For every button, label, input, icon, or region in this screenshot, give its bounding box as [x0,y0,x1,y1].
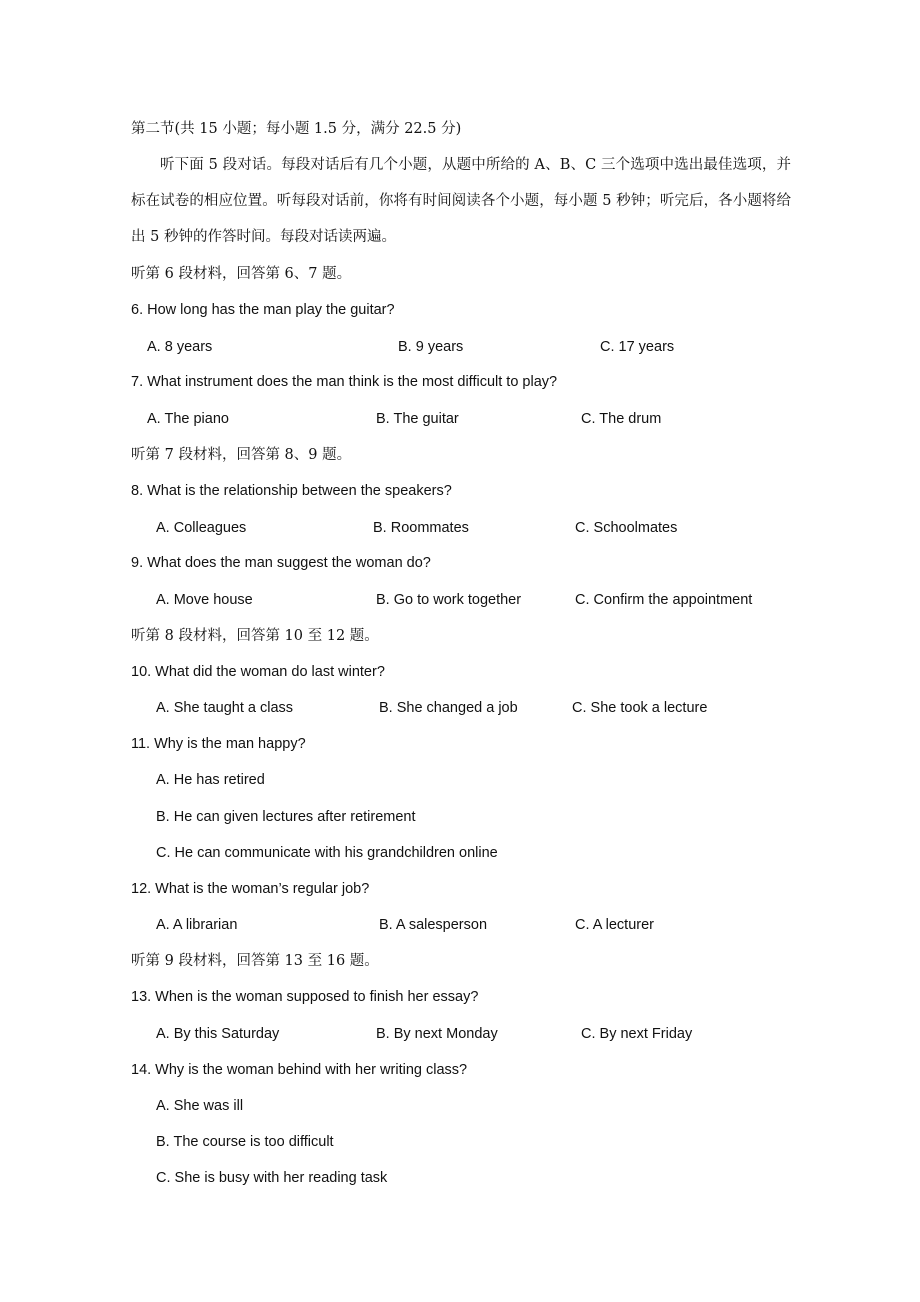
question-13-option-c: C. By next Friday [581,1026,693,1042]
question-14-stem: 14. Why is the woman behind with her writing class? [131,1062,468,1078]
question-6-option-b: B. 9 years [398,339,464,355]
question-9-option-c: C. Confirm the appointment [575,592,753,608]
question-11-option-c: C. He can communicate with his grandchildren online [156,845,498,861]
question-8-option-a: A. Colleagues [156,520,247,536]
question-8-option-b: B. Roommates [373,520,469,536]
question-7-option-b: B. The guitar [376,411,459,427]
question-11-option-a: A. He has retired [156,772,265,788]
question-9-option-b: B. Go to work together [376,592,522,608]
question-14-option-a: A. She was ill [156,1098,244,1114]
group-heading-6: 听第 6 段材料，回答第 6、7 题。 [131,266,352,282]
group-heading-9: 听第 9 段材料，回答第 13 至 16 题。 [131,953,379,969]
question-13-option-b: B. By next Monday [376,1026,498,1042]
group-heading-8: 听第 8 段材料，回答第 10 至 12 题。 [131,628,379,644]
question-9-stem: 9. What does the man suggest the woman do? [131,555,431,571]
question-12-option-a: A. A librarian [156,917,238,933]
question-8-option-c: C. Schoolmates [575,520,678,536]
question-6-option-a: A. 8 years [147,339,213,355]
section-instructions: 听下面 5 段对话。每段对话后有几个小题，从题中所给的 A、B、C 三个选项中选出最佳选项，并标在试卷的相应位置。听每段对话前，你将有时间阅读各个小题，每小题 5 秒钟；听完后，各小题将给出 5 秒钟的作答时间。每段对话读两遍。 [131,157,791,245]
question-12-option-b: B. A salesperson [379,917,488,933]
section-title: 第二节(共 15 小题；每小题 1.5 分，满分 22.5 分) [131,121,462,137]
question-10-option-c: C. She took a lecture [572,700,708,716]
question-7-option-c: C. The drum [581,411,662,427]
question-14-option-c: C. She is busy with her reading task [156,1170,388,1186]
question-6-stem: 6. How long has the man play the guitar? [131,302,395,318]
question-13-option-a: A. By this Saturday [156,1026,280,1042]
question-10-option-b: B. She changed a job [379,700,518,716]
question-11-stem: 11. Why is the man happy? [131,736,306,752]
question-9-option-a: A. Move house [156,592,253,608]
question-6-option-c: C. 17 years [600,339,675,355]
group-heading-7: 听第 7 段材料，回答第 8、9 题。 [131,447,352,463]
question-13-stem: 13. When is the woman supposed to finish her essay? [131,989,479,1005]
question-7-stem: 7. What instrument does the man think is the most difficult to play? [131,374,558,390]
question-14-option-b: B. The course is too difficult [156,1134,334,1150]
question-10-stem: 10. What did the woman do last winter? [131,664,385,680]
question-8-stem: 8. What is the relationship between the speakers? [131,483,452,499]
question-10-option-a: A. She taught a class [156,700,294,716]
question-7-option-a: A. The piano [147,411,229,427]
question-12-stem: 12. What is the woman’s regular job? [131,881,370,897]
question-12-option-c: C. A lecturer [575,917,654,933]
question-11-option-b: B. He can given lectures after retirement [156,809,416,825]
